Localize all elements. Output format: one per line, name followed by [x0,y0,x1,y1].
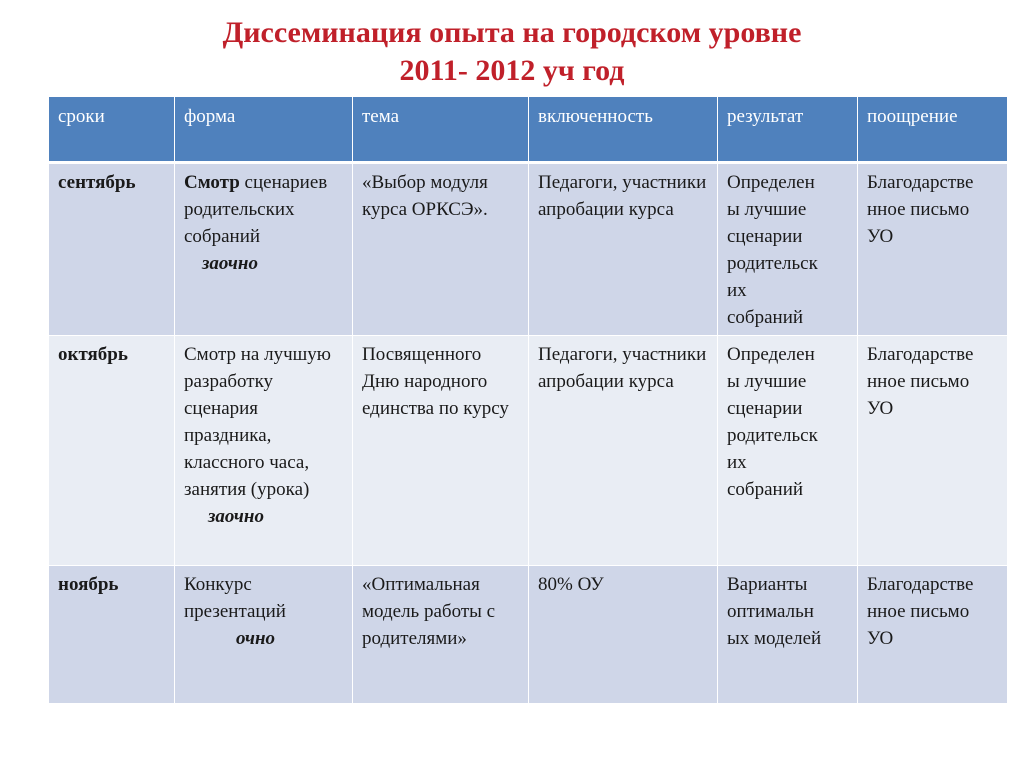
header-reward: поощрение [858,97,1008,163]
form-text: Конкурс презентаций [184,574,286,622]
cell-involvement: 80% ОУ [529,566,718,704]
cell-reward: Благодарстве нное письмо УО [858,566,1008,704]
cell-form [175,336,353,566]
header-result: результат [718,97,858,163]
cell-result: Определен ы лучшие сценарии родительск их собраний [718,336,858,566]
form-text: Смотр на лучшую разработку сценария праздника, классного часа, занятия (урока) [184,344,331,500]
header-dates: сроки [49,97,175,163]
cell-reward: Благодарстве нное письмо УО [858,336,1008,566]
table-row [49,336,1008,566]
cell-topic: «Оптимальная модель работы с родителями» [353,566,529,704]
cell-month: сентябрь [49,163,175,336]
cell-month: октябрь [49,336,175,566]
table-row [49,566,1008,704]
header-topic: тема [353,97,529,163]
form-mode: очно [236,628,276,649]
form-mode: заочно [202,253,258,274]
cell-month: ноябрь [49,566,175,704]
cell-involvement: Педагоги, участники апробации курса [529,336,718,566]
cell-result: Варианты оптимальн ых моделей [718,566,858,704]
form-bold-word: Смотр [184,172,240,193]
cell-form [175,163,353,336]
table-header-row [49,97,1008,163]
header-involvement: включенность [529,97,718,163]
cell-form [175,566,353,704]
form-mode: заочно [208,506,264,527]
cell-topic: Посвященного Дню народного единства по курсу [353,336,529,566]
page-title [0,14,1024,90]
cell-involvement: Педагоги, участники апробации курса [529,163,718,336]
cell-reward: Благодарстве нное письмо УО [858,163,1008,336]
header-form: форма [175,97,353,163]
form-text: сценариев родительских собраний [184,172,328,247]
table-row [49,163,1008,336]
cell-topic: «Выбор модуля курса ОРКСЭ». [353,163,529,336]
title-line-2: 2011- 2012 уч год [399,54,625,87]
dissemination-table [48,96,1008,704]
title-line-1: Диссеминация опыта на городском уровне [222,16,802,49]
cell-result: Определен ы лучшие сценарии родительск их собраний [718,163,858,336]
